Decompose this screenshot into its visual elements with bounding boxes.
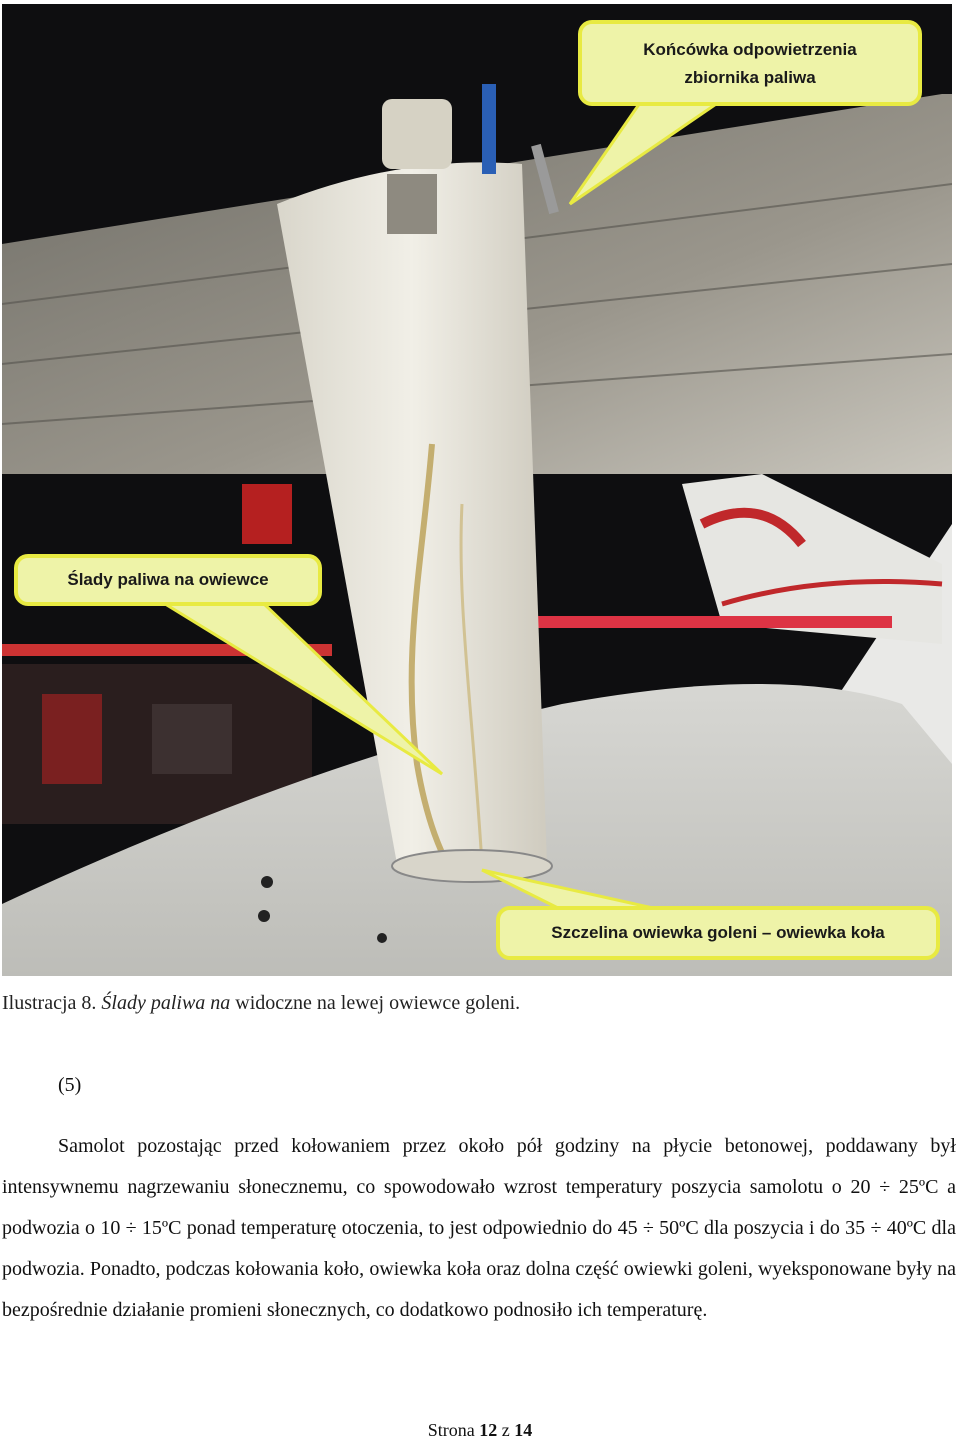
footer-page: 12 (479, 1420, 498, 1440)
figure-caption (2, 992, 520, 1015)
vent-tube (382, 99, 452, 169)
callout-gap: Szczelina owiewka goleni – owiewka koła (496, 906, 940, 960)
section-number: (5) (58, 1074, 82, 1096)
figure-photo (2, 4, 952, 976)
callout-fuel-traces: Ślady paliwa na owiewce (14, 554, 322, 606)
barrier-tape-right (532, 616, 892, 628)
footer-label: Strona (427, 1420, 475, 1440)
caption-italic: Ślady paliwa na (101, 992, 231, 1014)
page-footer (0, 1420, 960, 1441)
callout-vent-tip (578, 20, 922, 106)
caption-suffix: widoczne na lewej owiewce goleni. (230, 992, 521, 1014)
callout-vent-tip-line1: Końcówka odpowietrzenia (643, 40, 857, 59)
footer-of: z (501, 1420, 510, 1440)
blue-pin (482, 84, 496, 174)
body-paragraph: Samolot pozostając przed kołowaniem przez około pół godziny na płycie betonowej, poddawany był intensywnemu nagrzewaniu słonecznemu, co spowodowało wzrost temperatury poszycia samolotu o 20 ÷ 25ºC a podwozia o 10 ÷ 15ºC ponad temperaturę otoczenia, to jest odpowiednio do 45 ÷ 50ºC dla poszycia i do 35 ÷ 40ºC dla podwozia. Ponadto, podczas kołowania koło, owiewka koła oraz dolna część owiewki goleni, wyeksponowane były na bezpośrednie działanie promieni słonecznych, co dodatkowo podnosiło ich temperaturę. (2, 1135, 956, 1321)
caption-prefix: Ilustracja 8. (2, 992, 102, 1014)
callout-vent-tip-line2: zbiornika paliwa (684, 68, 816, 87)
footer-total: 14 (514, 1420, 533, 1440)
photo-illustration (2, 4, 952, 976)
